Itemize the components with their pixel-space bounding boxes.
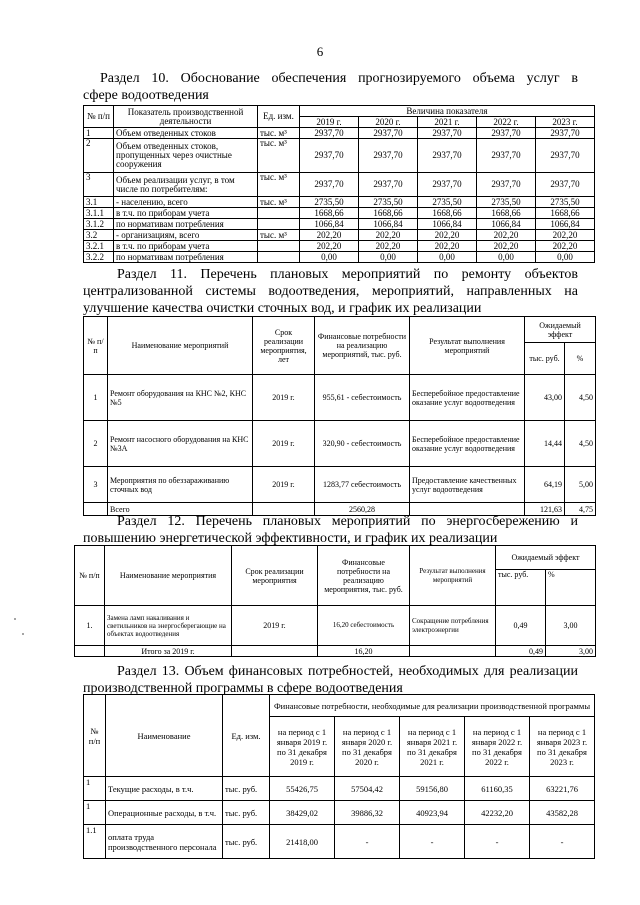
table-cell: 3 (84, 467, 108, 503)
table-cell: 1066,84 (300, 219, 359, 230)
table-cell: 3,00 (546, 606, 596, 646)
table-cell: 2937,70 (418, 128, 477, 139)
table-cell: 43582,28 (530, 801, 595, 825)
table-cell: на период с 1 января 2020 г. по 31 декабря 2020 г. (335, 717, 400, 777)
table-cell: 2937,70 (477, 173, 536, 197)
table-row (84, 219, 595, 230)
table-cell: тыс. м³ (258, 128, 300, 139)
table-cell: 2 (84, 421, 108, 467)
table-row (84, 825, 595, 859)
table-cell: Финансовые потребности, необходимые для реализации производственной программы (270, 695, 595, 717)
table-cell: 3.2.2 (84, 252, 114, 263)
table-cell: 16,20 (318, 646, 410, 657)
table-cell: по нормативам потребления (114, 252, 258, 263)
table-cell: Ед. изм. (223, 695, 270, 777)
table-cell: Наименование мероприятия (105, 546, 232, 606)
table-cell: 57504,42 (335, 777, 400, 801)
table-cell: Итого за 2019 г. (105, 646, 232, 657)
table-cell: Ожидаемый эффект (496, 546, 596, 570)
section11-table (83, 316, 596, 516)
table-cell: 0,00 (418, 252, 477, 263)
table-cell: Замена ламп накаливания и светильников на энергосберегающие на объектах водоотведения (105, 606, 232, 646)
table-cell: 1668,66 (300, 208, 359, 219)
table-cell: % (546, 570, 596, 606)
table-cell: 39886,32 (335, 801, 400, 825)
table-cell: 1066,84 (477, 219, 536, 230)
table-cell: 202,20 (359, 230, 418, 241)
table-cell: Объем отведенных стоков (114, 128, 258, 139)
table-cell: 955,61 - себестоимость (315, 375, 410, 421)
table-cell: Бесперебойное предоставление оказание услуг водоотведения (410, 421, 525, 467)
table-cell: 2735,50 (536, 197, 595, 208)
table-cell: 3.1.1 (84, 208, 114, 219)
table-cell: 5,00 (565, 467, 596, 503)
table-cell: 2022 г. (477, 117, 536, 128)
table-cell: 64,19 (525, 467, 565, 503)
table-cell: 2937,70 (536, 173, 595, 197)
table-cell: 1283,77 себестоимость (315, 467, 410, 503)
page-number: 6 (316, 44, 324, 59)
table-cell: 4,50 (565, 421, 596, 467)
table-cell: тыс. м³ (258, 139, 300, 173)
table-cell: 2937,70 (300, 128, 359, 139)
table-cell: 2735,50 (477, 197, 536, 208)
table-cell: Ожидаемый эффект (525, 317, 596, 343)
table-cell: 0,00 (477, 252, 536, 263)
table-cell: 2019 г. (253, 467, 315, 503)
table-row (84, 777, 595, 801)
table-cell: 55426,75 (270, 777, 335, 801)
table-cell: Объем отведенных стоков, пропущенных через очистные сооружения (114, 139, 258, 173)
table-cell: 3.2 (84, 230, 114, 241)
table-cell: 0,00 (300, 252, 359, 263)
table-cell: 59156,80 (400, 777, 465, 801)
table-cell: 2735,50 (300, 197, 359, 208)
table-cell (258, 208, 300, 219)
table-cell: 0,49 (496, 606, 546, 646)
table-cell: - (335, 825, 400, 859)
table-cell: 2937,70 (418, 173, 477, 197)
table-cell: 2937,70 (300, 139, 359, 173)
table-cell: 61160,35 (465, 777, 530, 801)
table-cell: - населению, всего (114, 197, 258, 208)
table-cell: 2735,50 (418, 197, 477, 208)
table-row (84, 375, 596, 421)
table-cell: тыс. руб. (525, 343, 565, 375)
table-row (84, 128, 595, 139)
table-row (84, 230, 595, 241)
table-cell: № п/п (84, 317, 108, 375)
table-cell: тыс. руб. (223, 801, 270, 825)
table-cell: Результат выполнения мероприятий (410, 317, 525, 375)
table-cell: оплата труда производственного персонала (106, 825, 223, 859)
table-cell: Объем реализации услуг, в том числе по потребителям: (114, 173, 258, 197)
table-cell: 1.1 (84, 825, 106, 859)
table-cell: тыс. руб. (223, 777, 270, 801)
section13-table (83, 694, 595, 859)
table-cell: 0,00 (359, 252, 418, 263)
table-cell: Срок реализации мероприятия (232, 546, 318, 606)
table-row (84, 801, 595, 825)
table-cell: на период с 1 января 2023 г. по 31 декабря 2023 г. (530, 717, 595, 777)
table-cell: тыс. м³ (258, 197, 300, 208)
table-cell: 2937,70 (536, 139, 595, 173)
table-cell: тыс. руб. (496, 570, 546, 606)
table-cell (258, 252, 300, 263)
table-cell: 3.1.2 (84, 219, 114, 230)
table-cell: 2560,28 (315, 503, 410, 516)
table-cell: Величина показателя (300, 106, 595, 117)
table-cell: тыс. м³ (258, 230, 300, 241)
table-row (84, 467, 596, 503)
table-cell: 1066,84 (359, 219, 418, 230)
table-cell: 2020 г. (359, 117, 418, 128)
table-cell: 2735,50 (359, 197, 418, 208)
table-cell: 2019 г. (253, 421, 315, 467)
table-cell: 21418,00 (270, 825, 335, 859)
table-cell: - (400, 825, 465, 859)
section10-table (83, 105, 595, 263)
table-row (84, 252, 595, 263)
table-cell: 0,49 (496, 646, 546, 657)
table-cell: 202,20 (300, 230, 359, 241)
table-cell: тыс. м³ (258, 173, 300, 197)
table-cell: 202,20 (418, 241, 477, 252)
table-cell: № п/п (84, 106, 114, 128)
table-cell: 16,20 себестоимость (318, 606, 410, 646)
table-cell: в т.ч. по приборам учета (114, 241, 258, 252)
table-row (84, 139, 595, 173)
table-cell: 202,20 (300, 241, 359, 252)
table-cell: 1668,66 (477, 208, 536, 219)
table-cell: 1066,84 (536, 219, 595, 230)
table-cell (258, 241, 300, 252)
total-row (75, 646, 596, 657)
table-cell (410, 646, 496, 657)
table-cell: на период с 1 января 2021 г. по 31 декабря 2021 г. (400, 717, 465, 777)
table-cell: 2937,70 (477, 139, 536, 173)
table-cell: 202,20 (418, 230, 477, 241)
table-cell: Операционные расходы, в т.ч. (106, 801, 223, 825)
table-cell: 202,20 (477, 241, 536, 252)
table-cell: 2019 г. (300, 117, 359, 128)
scan-speck (14, 618, 16, 620)
table-cell: Ед. изм. (258, 106, 300, 128)
table-cell: 2021 г. (418, 117, 477, 128)
section12-title: Раздел 12. Перечень плановых мероприятий по энергосбережению и повышению энергетической эффективности, и график их реализации (83, 514, 578, 546)
table-cell: Финансовые потребности на реализацию мероприятия, тыс. руб. (318, 546, 410, 606)
table-cell: 0,00 (536, 252, 595, 263)
table-row (84, 421, 596, 467)
section11-title: Раздел 11. Перечень плановых мероприятий по ремонту объектов централизованной системы водоотведения, мероприятий, направленных на улучшение качества очистки сточных вод, и график их реализации (83, 267, 578, 316)
table-cell: 2937,70 (359, 173, 418, 197)
table-row (75, 606, 596, 646)
table-cell: Бесперебойное предоставление оказание услуг водоотведения (410, 375, 525, 421)
table-cell: 14,44 (525, 421, 565, 467)
table-cell: 3.1 (84, 197, 114, 208)
table-cell: 63221,76 (530, 777, 595, 801)
table-cell: 202,20 (477, 230, 536, 241)
table-cell: по нормативам потребления (114, 219, 258, 230)
table-cell: Наименование (106, 695, 223, 777)
table-cell: - (465, 825, 530, 859)
table-cell: 1. (75, 606, 105, 646)
table-cell: - организациям, всего (114, 230, 258, 241)
table-cell: 1 (84, 128, 114, 139)
section13-title: Раздел 13. Объем финансовых потребностей, необходимых для реализации производственной программы в сфере водоотведения (83, 664, 578, 696)
table-cell: 38429,02 (270, 801, 335, 825)
table-cell: 2 (84, 139, 114, 173)
table-cell: на период с 1 января 2019 г. по 31 декабря 2019 г. (270, 717, 335, 777)
table-cell: Результат выполнения мероприятий (410, 546, 496, 606)
table-cell: № п/п (84, 695, 106, 777)
table-cell: 202,20 (536, 241, 595, 252)
table-cell: № п/п (75, 546, 105, 606)
table-cell: 3.2.1 (84, 241, 114, 252)
table-cell: 1668,66 (536, 208, 595, 219)
table-cell: Предоставление качественных услуг водоотведения (410, 467, 525, 503)
table-cell: 4,75 (565, 503, 596, 516)
table-cell: 3 (84, 173, 114, 197)
table-cell: 40923,94 (400, 801, 465, 825)
table-cell (75, 646, 105, 657)
table-cell: в т.ч. по приборам учета (114, 208, 258, 219)
table-cell: - (530, 825, 595, 859)
table-cell: 2019 г. (232, 606, 318, 646)
table-cell: 2937,70 (418, 139, 477, 173)
table-cell: Ремонт оборудования на КНС №2, КНС №5 (108, 375, 253, 421)
table-cell: 4,50 (565, 375, 596, 421)
table-cell: 121,63 (525, 503, 565, 516)
table-cell: Мероприятия по обеззараживанию сточных вод (108, 467, 253, 503)
table-cell: Текущие расходы, в т.ч. (106, 777, 223, 801)
table-cell: 43,00 (525, 375, 565, 421)
table-cell: Показатель производственной деятельности (114, 106, 258, 128)
table-cell: Ремонт насосного оборудования на КНС №3А (108, 421, 253, 467)
table-cell: 1 (84, 801, 106, 825)
section10-title: Раздел 10. Обоснование обеспечения прогнозируемого объема услуг в сфере водоотведения (83, 71, 578, 103)
table-cell: Всего (108, 503, 253, 516)
table-cell: 1 (84, 375, 108, 421)
table-cell: 2937,70 (359, 139, 418, 173)
table-cell: Срок реализации мероприятия, лет (253, 317, 315, 375)
table-cell: 1 (84, 777, 106, 801)
table-cell: 2937,70 (536, 128, 595, 139)
table-cell: Финансовые потребности на реализацию мероприятий, тыс. руб. (315, 317, 410, 375)
scan-speck (22, 633, 24, 635)
table-row (84, 241, 595, 252)
table-cell: 1668,66 (418, 208, 477, 219)
table-cell: 2937,70 (300, 173, 359, 197)
table-cell: 202,20 (536, 230, 595, 241)
table-row (84, 197, 595, 208)
table-cell (232, 646, 318, 657)
table-cell: 202,20 (359, 241, 418, 252)
table-cell: на период с 1 января 2022 г. по 31 декабря 2022 г. (465, 717, 530, 777)
table-cell: Наименование мероприятий (108, 317, 253, 375)
table-cell: 1668,66 (359, 208, 418, 219)
table-cell: 42232,20 (465, 801, 530, 825)
table-cell: 320,90 - себестоимость (315, 421, 410, 467)
table-cell: Сокращение потребления электроэнергии (410, 606, 496, 646)
table-cell: 2937,70 (477, 128, 536, 139)
section12-table (74, 545, 596, 657)
table-cell: 3,00 (546, 646, 596, 657)
table-cell: 1066,84 (418, 219, 477, 230)
table-cell: 2019 г. (253, 375, 315, 421)
table-cell (258, 219, 300, 230)
table-row (84, 173, 595, 197)
table-cell: 2023 г. (536, 117, 595, 128)
table-cell: 2937,70 (359, 128, 418, 139)
table-cell: % (565, 343, 596, 375)
table-row (84, 208, 595, 219)
table-cell: тыс. руб. (223, 825, 270, 859)
